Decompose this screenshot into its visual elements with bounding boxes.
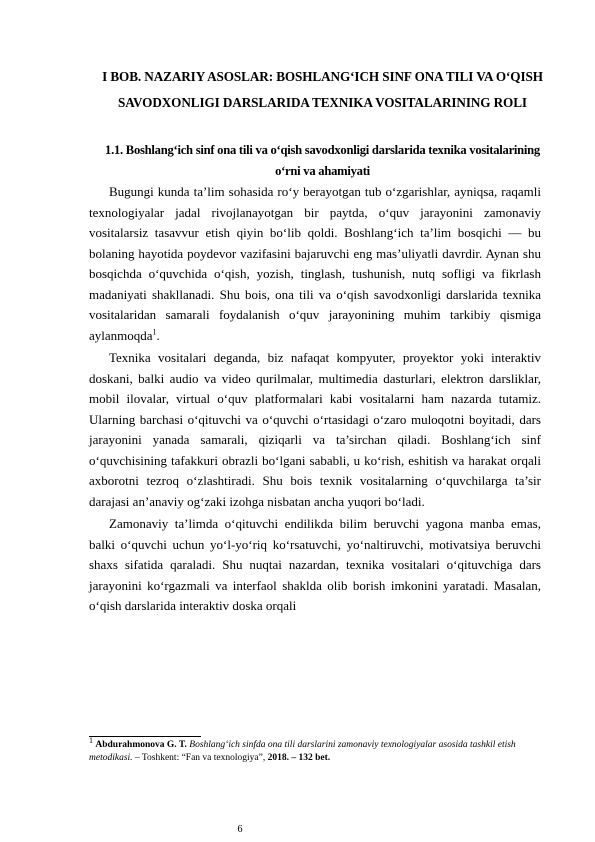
body-text xyxy=(89,182,541,619)
footnote xyxy=(89,735,541,764)
paragraph-1-text: Bugungi kunda ta’lim sohasida ro‘y berayotgan tub o‘zgarishlar, ayniqsa, raqamli texnologiyalar jadal rivojlanayotgan bir paytda, o‘quv jarayonini zamonaviy vositalarsiz tasavvur etish qiyin bo‘lib qoldi. Boshlang‘ich ta’lim bosqichi — bu bolaning hayotida poydevor vazifasini bajaruvchi eng mas’uliyatli davrdir. Aynan shu bosqichda o‘quvchida o‘qish, yozish, tinglash, tushunish, nutq sofligi va fikrlash madaniyati shakllanadi. Shu bois, ona tili va o‘qish savodxonligi darslarida texnika vositalaridan samarali foydalanish o‘quv jarayonining muhim tarkibiy qismiga aylanmoqda xyxy=(89,184,541,343)
footnote-number: 1 xyxy=(89,735,93,745)
page-number: 6 xyxy=(237,824,243,835)
paragraph-3: Zamonaviy ta’limda o‘qituvchi endilikda bilim beruvchi yagona manba emas, balki o‘quvchi uchun yo‘l-yo‘riq ko‘rsatuvchi, yo‘naltiruvchi, motivatsiya beruvchi shaxs sifatida qaraladi. Shu nuqtai nazardan, texnika vositalari o‘qituvchiga dars jarayonini ko‘rgazmali va interfaol shaklda olib borish imkonini yaratadi. Masalan, o‘qish darslarida interaktiv doska orqali xyxy=(89,516,541,614)
footnote-author: Abdurahmonova G. T. xyxy=(95,740,187,750)
footnote-publisher: – Toshkent: “Fan va texnologiya”, xyxy=(132,752,268,763)
footnote-title: Boshlang‘ich sinfda ona tili darslarini zamonaviy texnologiyalar asosida tashkil etish metodikasi. xyxy=(89,740,516,763)
footnote-year-pages: 2018. – 132 bet. xyxy=(267,752,331,763)
section-title: 1.1. Boshlang‘ich sinf ona tili va o‘qish savodxonligi darslarida texnika vositalarining o‘rni va ahamiyati xyxy=(105,143,540,178)
footnote-reference[interactable]: 1 xyxy=(152,327,157,337)
footnote-divider xyxy=(89,736,201,737)
paragraph-1-end: . xyxy=(156,327,160,343)
paragraph-2: Texnika vositalari deganda, biz nafaqat kompyuter, proyektor yoki interaktiv doskani, balki audio va video qurilmalar, multimedia dasturlari, elektron darsliklar, mobil ilovalar, virtual o‘quv platformalari kabi vositalarni ham nazarda tutamiz. Ularning barchasi o‘qituvchi va o‘quvchi o‘rtasidagi o‘zaro muloqotni boyitadi, dars jarayonini yanada samarali, qiziqarli va ta’sirchan qiladi. Boshlang‘ich sinf o‘quvchisining tafakkuri obrazli bo‘lgani sababli, u ko‘rish, eshitish va harakat orqali axborotni tezroq o‘zlashtiradi. Shu bois texnik vositalarning o‘quvchilarga ta’sir darajasi an’anaviy og‘zaki izohga nisbatan ancha yuqori bo‘ladi. xyxy=(89,350,541,509)
chapter-title: I BOB. NAZARIY ASOSLAR: BOSHLANG‘ICH SINF ONA TILI VA O‘QISH SAVODXONLIGI DARSLARIDA TEXNIKA VOSITALARINING ROLI xyxy=(102,69,543,110)
paragraph-1 xyxy=(89,182,541,346)
